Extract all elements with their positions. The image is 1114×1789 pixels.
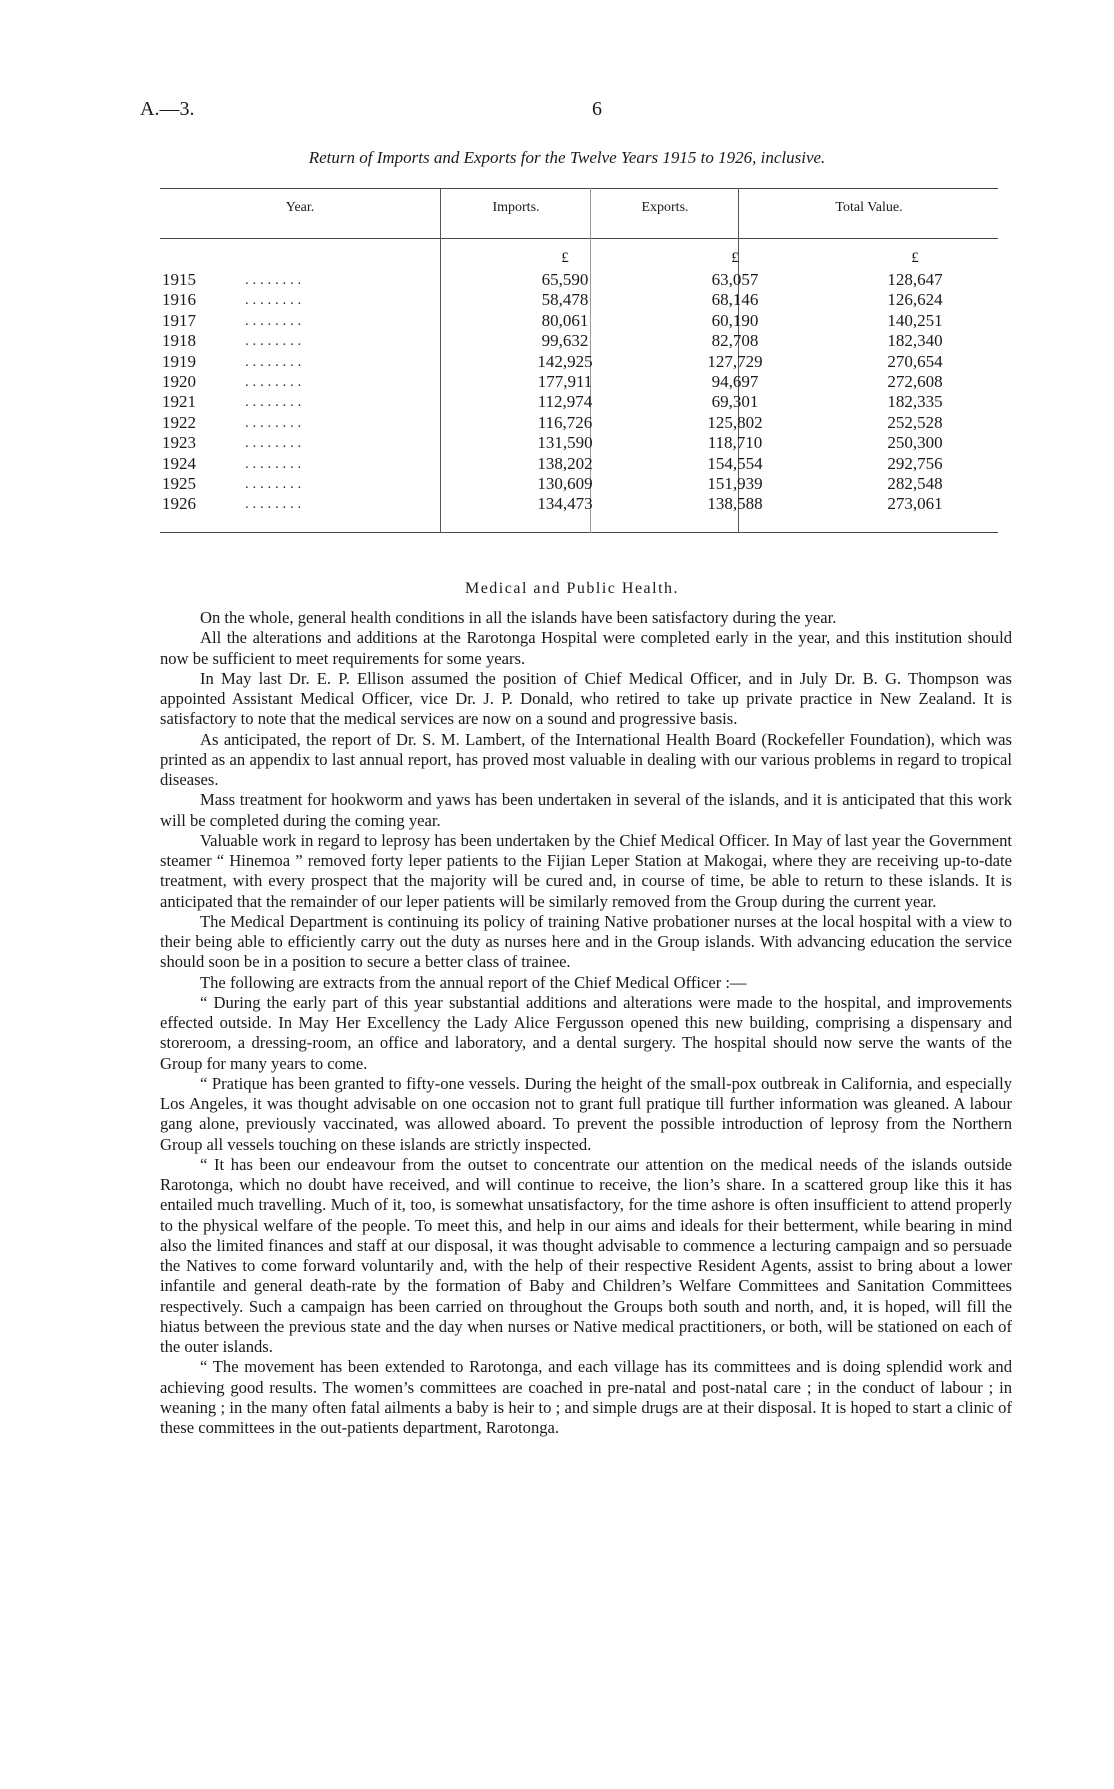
paragraph: “ The movement has been extended to Rarotonga, and each village has its committees and is doing splendid work and achieving good results. The women’s committees are coached in pre-natal and post-natal care ; in the conduct of labour ; in weaning ; in the many often fatal ailments a baby is heir to ; and simple drugs are at their disposal. It is hoped to start a clinic of these committees in the out-patients department, Rarotonga. bbox=[160, 1357, 1012, 1437]
table-row bbox=[160, 311, 998, 331]
table-top-rule bbox=[160, 188, 998, 189]
year-cell: 1917 bbox=[162, 310, 196, 330]
leader-dots: . . . . . . . . bbox=[245, 455, 302, 472]
table-row bbox=[160, 372, 998, 392]
imports-cell: 112,974 bbox=[537, 392, 593, 412]
exports-cell: 125,802 bbox=[707, 412, 763, 432]
exports-cell: 151,939 bbox=[707, 473, 763, 493]
header-total-value: Total Value. bbox=[835, 200, 903, 215]
header-year: Year. bbox=[285, 200, 315, 215]
table-row bbox=[160, 352, 998, 372]
leader-dots: . . . . . . . . bbox=[245, 272, 302, 288]
section-heading: Medical and Public Health. bbox=[464, 580, 680, 597]
paragraph: The Medical Department is continuing its policy of training Native probationer nurses at the local hospital with a view to their being able to efficiently carry out the duty as nurses here and in the Group islands. With advancing education the service should soon be in a position to secure a better class of trainee. bbox=[160, 911, 1012, 972]
leader-dots: . . . . . . . . bbox=[245, 435, 302, 452]
imports-cell: 65,590 bbox=[541, 270, 589, 289]
exports-cell: 82,708 bbox=[711, 331, 759, 351]
table-row bbox=[160, 290, 998, 310]
exports-cell: 138,588 bbox=[707, 494, 763, 514]
total-cell: 182,335 bbox=[887, 392, 943, 412]
paragraph: “ It has been our endeavour from the outset to concentrate our attention on the medical needs of the islands outside Rarotonga, which no doubt have received, and will continue to receive, the lion’s share. In a scattered group like this it has entailed much travelling. Much of it, too, is somewhat unsatisfactory, for the time ashore is often insufficient to attend properly to the physical welfare of the people. To meet this, and help in our aims and ideals for their betterment, while bearing in mind also the limited finances and staff at our disposal, it was thought advisable to commence a lecturing campaign and so persuade the Natives to come forward voluntarily and, with the help of their respective Resident Agents, assist to bring about a lower infantile and general death-rate by the formation of Baby and Children’s Welfare Committees and Sanitation Committees respectively. Such a campaign has been carried on throughout the Groups both south and north, and, it is hoped, will fill the hiatus between the previous state and the day when nurses or Native medical practitioners, or both, will be stationed on each of the outer islands. bbox=[160, 1154, 1012, 1356]
year-cell: 1926 bbox=[162, 494, 196, 514]
body-text bbox=[160, 608, 1012, 1438]
total-cell: 270,654 bbox=[887, 351, 943, 371]
exports-cell: 154,554 bbox=[707, 453, 763, 473]
leader-dots: . . . . . . . . bbox=[245, 496, 302, 513]
table-row bbox=[160, 413, 998, 433]
exports-cell: 60,190 bbox=[711, 310, 759, 330]
imports-cell: 131,590 bbox=[537, 433, 593, 453]
leader-dots: . . . . . . . . bbox=[245, 312, 302, 329]
year-cell: 1919 bbox=[162, 351, 196, 371]
exports-cell: 68,146 bbox=[711, 290, 759, 310]
imports-exports-table bbox=[160, 188, 998, 533]
exports-cell: 69,301 bbox=[711, 392, 759, 412]
total-cell: 282,548 bbox=[887, 473, 943, 493]
total-cell: 140,251 bbox=[887, 310, 943, 330]
currency-exports: £ bbox=[731, 250, 739, 266]
year-cell: 1921 bbox=[162, 392, 196, 412]
leader-dots: . . . . . . . . bbox=[245, 333, 302, 350]
table-row bbox=[160, 392, 998, 412]
table-row bbox=[160, 433, 998, 453]
year-cell: 1918 bbox=[162, 331, 196, 351]
table-bottom-rule bbox=[160, 532, 998, 533]
table-body bbox=[160, 270, 998, 515]
leader-dots: . . . . . . . . bbox=[245, 353, 302, 370]
paragraph: In May last Dr. E. P. Ellison assumed the position of Chief Medical Officer, and in July Dr. B. G. Thompson was appointed Assistant Medical Officer, vice Dr. J. P. Donald, who retired to take up private practice in New Zealand. It is satisfactory to note that the medical services are now on a sound and progressive basis. bbox=[160, 668, 1012, 729]
exports-cell: 127,729 bbox=[707, 351, 763, 371]
currency-total: £ bbox=[911, 250, 919, 266]
leader-dots: . . . . . . . . bbox=[245, 292, 302, 309]
total-cell: 252,528 bbox=[887, 412, 943, 432]
year-cell: 1925 bbox=[162, 473, 196, 493]
exports-cell: 94,697 bbox=[711, 371, 759, 391]
leader-dots: . . . . . . . . bbox=[245, 475, 302, 492]
paragraph: “ Pratique has been granted to fifty-one vessels. During the height of the small-pox outbreak in California, and especially Los Angeles, it was thought advisable on one occasion not to grant full pratique till further information was gleaned. A labour gang alone, previously vaccinated, was allowed aboard. To prevent the possible introduction of leprosy from the Northern Group all vessels touching on these islands are strictly inspected. bbox=[160, 1073, 1012, 1154]
leader-dots: . . . . . . . . bbox=[245, 394, 302, 411]
paragraph: “ During the early part of this year substantial additions and alterations were made to the hospital, and improvements effected outside. In May Her Excellency the Lady Alice Fergusson opened this new building, comprising a dispensary and storeroom, a dressing-room, an office and laboratory, and a dental surgery. The hospital should now serve the wants of the Group for many years to come. bbox=[160, 992, 1012, 1073]
paragraph: Mass treatment for hookworm and yaws has been undertaken in several of the islands, and it is anticipated that this work will be completed during the coming year. bbox=[160, 790, 1012, 830]
imports-cell: 134,473 bbox=[537, 494, 593, 514]
header-exports: Exports. bbox=[641, 200, 689, 215]
page-number: 6 bbox=[592, 98, 602, 120]
total-cell: 273,061 bbox=[887, 494, 943, 514]
imports-cell: 138,202 bbox=[537, 453, 593, 473]
currency-imports: £ bbox=[561, 250, 569, 266]
table-row bbox=[160, 494, 998, 514]
paragraph: All the alterations and additions at the Rarotonga Hospital were completed early in the year, and this institution should now be sufficient to meet requirements for some years. bbox=[160, 628, 1012, 668]
table-row bbox=[160, 331, 998, 351]
leader-dots: . . . . . . . . bbox=[245, 414, 302, 431]
imports-cell: 99,632 bbox=[541, 331, 589, 351]
total-cell: 126,624 bbox=[887, 290, 943, 310]
year-cell: 1924 bbox=[162, 453, 196, 473]
total-cell: 182,340 bbox=[887, 331, 943, 351]
year-cell: 1915 bbox=[162, 270, 196, 289]
table-title: Return of Imports and Exports for the Twelve Years 1915 to 1926, inclusive. bbox=[308, 148, 826, 167]
page-reference: A.—3. bbox=[140, 98, 195, 120]
year-cell: 1916 bbox=[162, 290, 196, 310]
total-cell: 292,756 bbox=[887, 453, 943, 473]
total-cell: 250,300 bbox=[887, 433, 943, 453]
table-row bbox=[160, 474, 998, 494]
total-cell: 272,608 bbox=[887, 371, 943, 391]
table-row bbox=[160, 454, 998, 474]
paragraph: On the whole, general health conditions in all the islands have been satisfactory during the year. bbox=[200, 608, 837, 627]
header-imports: Imports. bbox=[492, 200, 540, 215]
year-cell: 1920 bbox=[162, 371, 196, 391]
paragraph: Valuable work in regard to leprosy has been undertaken by the Chief Medical Officer. In May of last year the Government steamer “ Hinemoa ” removed forty leper patients to the Fijian Leper Station at Makogai, where they are receiving up-to-date treatment, with every prospect that the majority will be cured and, in course of time, be able to return to these islands. It is anticipated that the remainder of our leper patients will be similarly removed from the Group during the current year. bbox=[160, 830, 1012, 911]
year-cell: 1922 bbox=[162, 412, 196, 432]
paragraph: The following are extracts from the annual report of the Chief Medical Officer :— bbox=[200, 972, 747, 992]
imports-cell: 142,925 bbox=[537, 351, 593, 371]
total-cell: 128,647 bbox=[887, 270, 943, 289]
leader-dots: . . . . . . . . bbox=[245, 373, 302, 390]
year-cell: 1923 bbox=[162, 433, 196, 453]
table-row bbox=[160, 270, 998, 290]
exports-cell: 63,057 bbox=[711, 270, 759, 289]
imports-cell: 116,726 bbox=[537, 412, 593, 432]
paragraph: As anticipated, the report of Dr. S. M. Lambert, of the International Health Board (Rockefeller Foundation), which was printed as an appendix to last annual report, has proved most valuable in dealing with our various problems in regard to tropical diseases. bbox=[160, 729, 1012, 789]
imports-cell: 130,609 bbox=[537, 473, 593, 493]
exports-cell: 118,710 bbox=[707, 433, 763, 453]
table-header-rule bbox=[160, 238, 998, 239]
imports-cell: 80,061 bbox=[541, 310, 589, 330]
imports-cell: 58,478 bbox=[541, 290, 589, 310]
imports-cell: 177,911 bbox=[537, 371, 593, 391]
